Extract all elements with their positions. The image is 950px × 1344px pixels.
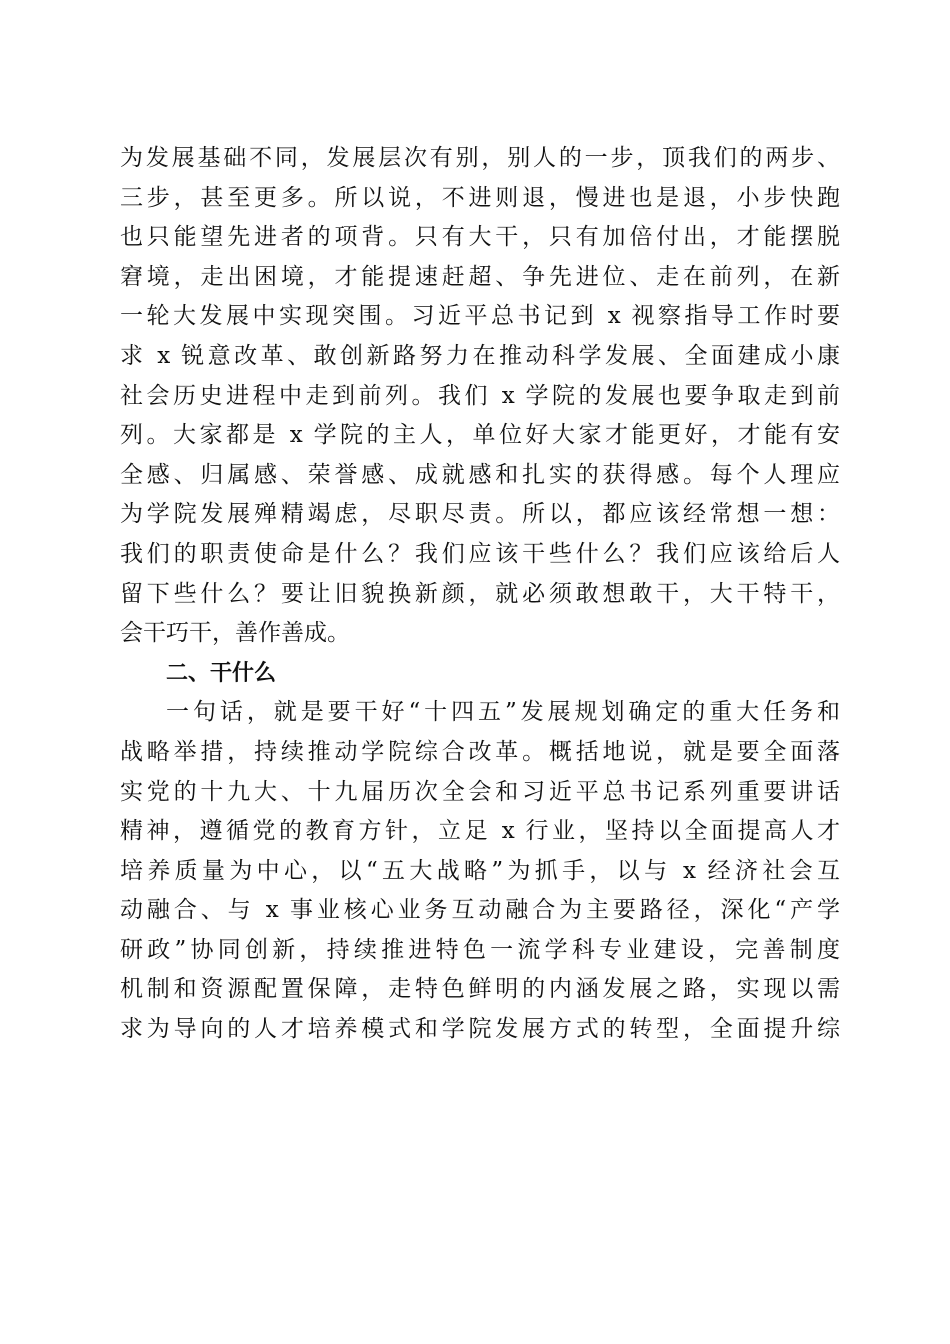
text-line: 研政”协同创新，持续推进特色一流学科专业建设，完善制度 — [120, 936, 840, 963]
text-line: 窘境，走出困境，才能提速赶超、争先进位、走在前列，在新 — [120, 263, 840, 290]
text-line: 为发展基础不同，发展层次有别，别人的一步，顶我们的两步、 — [120, 145, 840, 171]
text-line: 留下些什么？要让旧貌换新颜，就必须敢想敢干，大干特干， — [120, 580, 840, 607]
text-line: 三步，甚至更多。所以说，不进则退，慢进也是退，小步快跑 — [120, 184, 840, 211]
text-line: 会干巧干，善作善成。 — [120, 620, 350, 647]
text-line: 列。大家都是 x 学院的主人，单位好大家才能更好，才能有安 — [120, 422, 840, 449]
text-line: 求为导向的人才培养模式和学院发展方式的转型，全面提升综 — [120, 1016, 840, 1043]
text-line: 社会历史进程中走到前列。我们 x 学院的发展也要争取走到前 — [120, 382, 840, 409]
text-line: 精神，遵循党的教育方针，立足 x 行业，坚持以全面提高人才 — [120, 818, 840, 845]
text-line: 一轮大发展中实现突围。习近平总书记到 x 视察指导工作时要 — [120, 303, 840, 330]
text-line: 动融合、与 x 事业核心业务互动融合为主要路径，深化“产学 — [120, 897, 840, 924]
text-line: 一句话，就是要干好“十四五”发展规划确定的重大任务和 — [166, 699, 840, 726]
text-line: 求 x 锐意改革、敢创新路努力在推动科学发展、全面建成小康 — [120, 342, 840, 369]
text-line: 为学院发展殚精竭虑，尽职尽责。所以，都应该经常想一想： — [120, 501, 840, 528]
document-body — [120, 139, 840, 1050]
section-heading: 二、干什么 — [166, 660, 277, 686]
text-line: 机制和资源配置保障，走特色鲜明的内涵发展之路，实现以需 — [120, 976, 840, 1003]
text-line: 培养质量为中心，以“五大战略”为抓手，以与 x 经济社会互 — [120, 857, 840, 884]
text-line: 实党的十九大、十九届历次全会和习近平总书记系列重要讲话 — [120, 778, 840, 805]
text-line: 全感、归属感、荣誉感、成就感和扎实的获得感。每个人理应 — [120, 461, 840, 488]
text-line: 战略举措，持续推动学院综合改革。概括地说，就是要全面落 — [120, 738, 840, 765]
text-line: 也只能望先进者的项背。只有大干，只有加倍付出，才能摆脱 — [120, 224, 840, 251]
text-line: 我们的职责使命是什么？我们应该干些什么？我们应该给后人 — [120, 540, 840, 567]
